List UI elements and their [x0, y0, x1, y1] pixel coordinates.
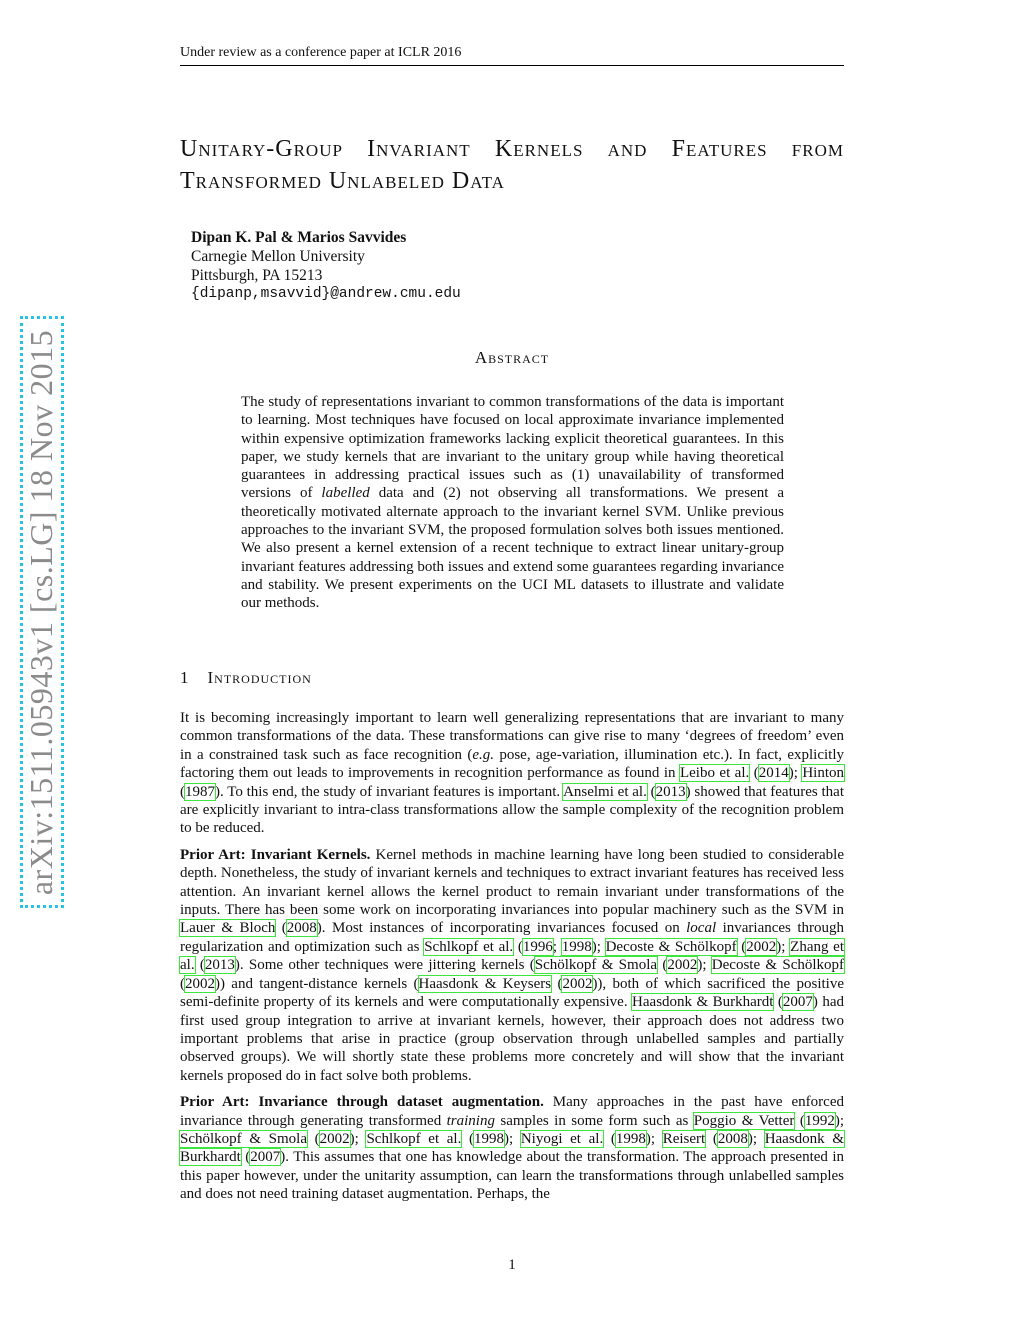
citation-link[interactable]: Decoste & Schölkopf — [605, 938, 737, 955]
paragraph-invariant-kernels: Prior Art: Invariant Kernels. Kernel methods in machine learning have long been studied to considerable depth. Nonetheless, the study of invariant kernels and techniques to extract invariant features has received less attention. An invariant kernel allows the kernel product to remain invariant under transformations of the inputs. There has been some work on incorporating invariances into popular machinery such as the SVM in Lauer & Bloch (2008). Most instances of incorporating invariances focused on local invariances through regularization and optimization such as Schlkopf et al. (1996; 1998); Decoste & Schölkopf (2002); Zhang et al. (2013). Some other techniques were jittering kernels (Schölkopf & Smola (2002); Decoste & Schölkopf (2002)) and tangent-distance kernels (Haasdonk & Keysers (2002)), both of which sacrificed the positive semi-definite property of its kernels and were computationally expensive. Haasdonk & Burkhardt (2007) had first used group integration to arrive at invariant kernels, however, their approach does not address two important problems that arise in practice (group observation through unlabelled samples and partially observed groups). We will shortly state these problems more concretely and will show that the invariant kernels proposed do in fact solve both problems. — [180, 846, 845, 1084]
author-address: Pittsburgh, PA 15213 — [191, 267, 323, 284]
arxiv-watermark-text: arXiv:1511.05943v1 [cs.LG] 18 Nov 2015 — [23, 329, 60, 895]
citation-link[interactable]: Lauer & Bloch — [180, 920, 276, 937]
paragraph-dataset-augmentation: Prior Art: Invariance through dataset augmentation. Many approaches in the past have enforced invariance through generating transformed training samples in some form such as Poggio & Vetter (1992); Schölkopf & Smola (2002); Schlkopf et al. (1998); Niyogi et al. (1998); Reisert (2008); Haasdonk & Burkhardt (2007). This assumes that one has knowledge about the transformation. The approach presented in this paper however, under the unitarity assumption, can learn the transformations through unlabelled samples and does not need training dataset augmentation. Perhaps, the — [180, 1094, 845, 1203]
citation-link[interactable]: 1987 — [185, 783, 215, 800]
page-number: 1 — [508, 1257, 516, 1273]
citation-link[interactable]: 1992 — [804, 1112, 835, 1129]
citation-link[interactable]: 1998 — [474, 1130, 504, 1147]
citation-link[interactable]: 2008 — [286, 920, 317, 937]
citation-link[interactable]: 2008 — [717, 1130, 748, 1147]
citation-link[interactable]: Decoste & Schölkopf — [711, 957, 845, 974]
author-names: Dipan K. Pal & Marios Savvides — [191, 229, 407, 246]
paragraph-intro: It is becoming increasingly important to learn well generalizing representations that are invariant to many common transformations of the data. These transformations can give rise to many ‘degrees of freedom’ even in a constrained task such as face recognition (e.g. pose, age-variation, illumination etc.). In fact, explicitly factoring them out leads to improvements in recognition performance as found in Leibo et al. (2014); Hinton (1987). To this end, the study of invariant features is important. Anselmi et al. (2013) showed that features that are explicitly invariant to intra-class transformations allow the sample complexity of the recognition problem to be reduced. — [180, 710, 845, 837]
citation-link[interactable]: 1998 — [561, 938, 592, 955]
introduction-body — [180, 709, 844, 1212]
author-email: {dipanp,msavvid}@andrew.cmu.edu — [191, 286, 461, 302]
running-header: Under review as a conference paper at ICLR 2016 — [180, 45, 844, 66]
citation-link[interactable]: Niyogi et al. — [520, 1130, 604, 1147]
citation-link[interactable]: 2002 — [562, 975, 593, 992]
citation-link[interactable]: Schölkopf & Smola — [534, 957, 658, 974]
citation-link[interactable]: 2002 — [667, 957, 698, 974]
citation-link[interactable]: Schölkopf & Smola — [180, 1130, 307, 1147]
paper-title: Unitary-Group Invariant Kernels and Features from Transformed Unlabeled Data — [180, 136, 844, 194]
citation-link[interactable]: 2014 — [758, 765, 789, 782]
citation-link[interactable]: Schlkopf et al. — [424, 938, 514, 955]
arxiv-watermark — [20, 316, 64, 908]
citation-link[interactable]: Haasdonk & Burkhardt — [180, 1130, 844, 1166]
citation-link[interactable]: Reisert — [662, 1130, 706, 1147]
section-heading-introduction — [180, 668, 312, 688]
citation-link[interactable]: 2002 — [746, 938, 777, 955]
citation-link[interactable]: 2007 — [250, 1149, 281, 1166]
citation-link[interactable]: Leibo et al. — [679, 765, 750, 782]
citation-link[interactable]: 1996 — [522, 938, 553, 955]
author-affiliation: Carnegie Mellon University — [191, 248, 365, 265]
paragraph-heading: Prior Art: Invariance through dataset augmentation. — [180, 1094, 544, 1111]
citation-link[interactable]: Hinton — [802, 765, 845, 782]
abstract-text: The study of representations invariant to common transformations of the data is important to learning. Most techniques have focused on local approximate invariance implemented within expensive optimization frameworks lacking explicit theoretical guarantees. In this paper, we study kernels that are invariant to the unitary group while having theoretical guarantees in addressing practical issues such as (1) unavailability of transformed versions of labelled data and (2) not observing all transformations. We present a theoretically motivated alternate approach to the invariant kernel SVM. Unlike previous approaches to the invariant SVM, the proposed formulation solves both issues mentioned. We also present a kernel extension of a recent technique to extract linear unitary-group invariant features addressing both issues and extend some guarantees regarding invariance and stability. We present experiments on the UCI ML datasets to illustrate and validate our methods. — [241, 394, 784, 612]
citation-link[interactable]: Poggio & Vetter — [693, 1112, 795, 1129]
citation-link[interactable]: 2002 — [319, 1130, 350, 1147]
citation-link[interactable]: Haasdonk & Burkhardt — [632, 994, 774, 1011]
citation-link[interactable]: 2002 — [185, 975, 215, 992]
paragraph-heading: Prior Art: Invariant Kernels. — [180, 846, 371, 863]
author-block — [191, 228, 461, 304]
section-number: 1 — [180, 668, 190, 687]
citation-link[interactable]: 2007 — [782, 994, 813, 1011]
citation-link[interactable]: Zhang et al. — [180, 938, 844, 974]
citation-link[interactable]: Haasdonk & Keysers — [418, 975, 552, 992]
section-title: Introduction — [207, 668, 312, 687]
citation-link[interactable]: Schlkopf et al. — [366, 1130, 462, 1147]
citation-link[interactable]: 2013 — [655, 783, 686, 800]
abstract-heading: Abstract — [474, 348, 550, 367]
citation-link[interactable]: 2013 — [204, 957, 235, 974]
citation-link[interactable]: Anselmi et al. — [563, 783, 647, 800]
citation-link[interactable]: 1998 — [615, 1130, 646, 1147]
